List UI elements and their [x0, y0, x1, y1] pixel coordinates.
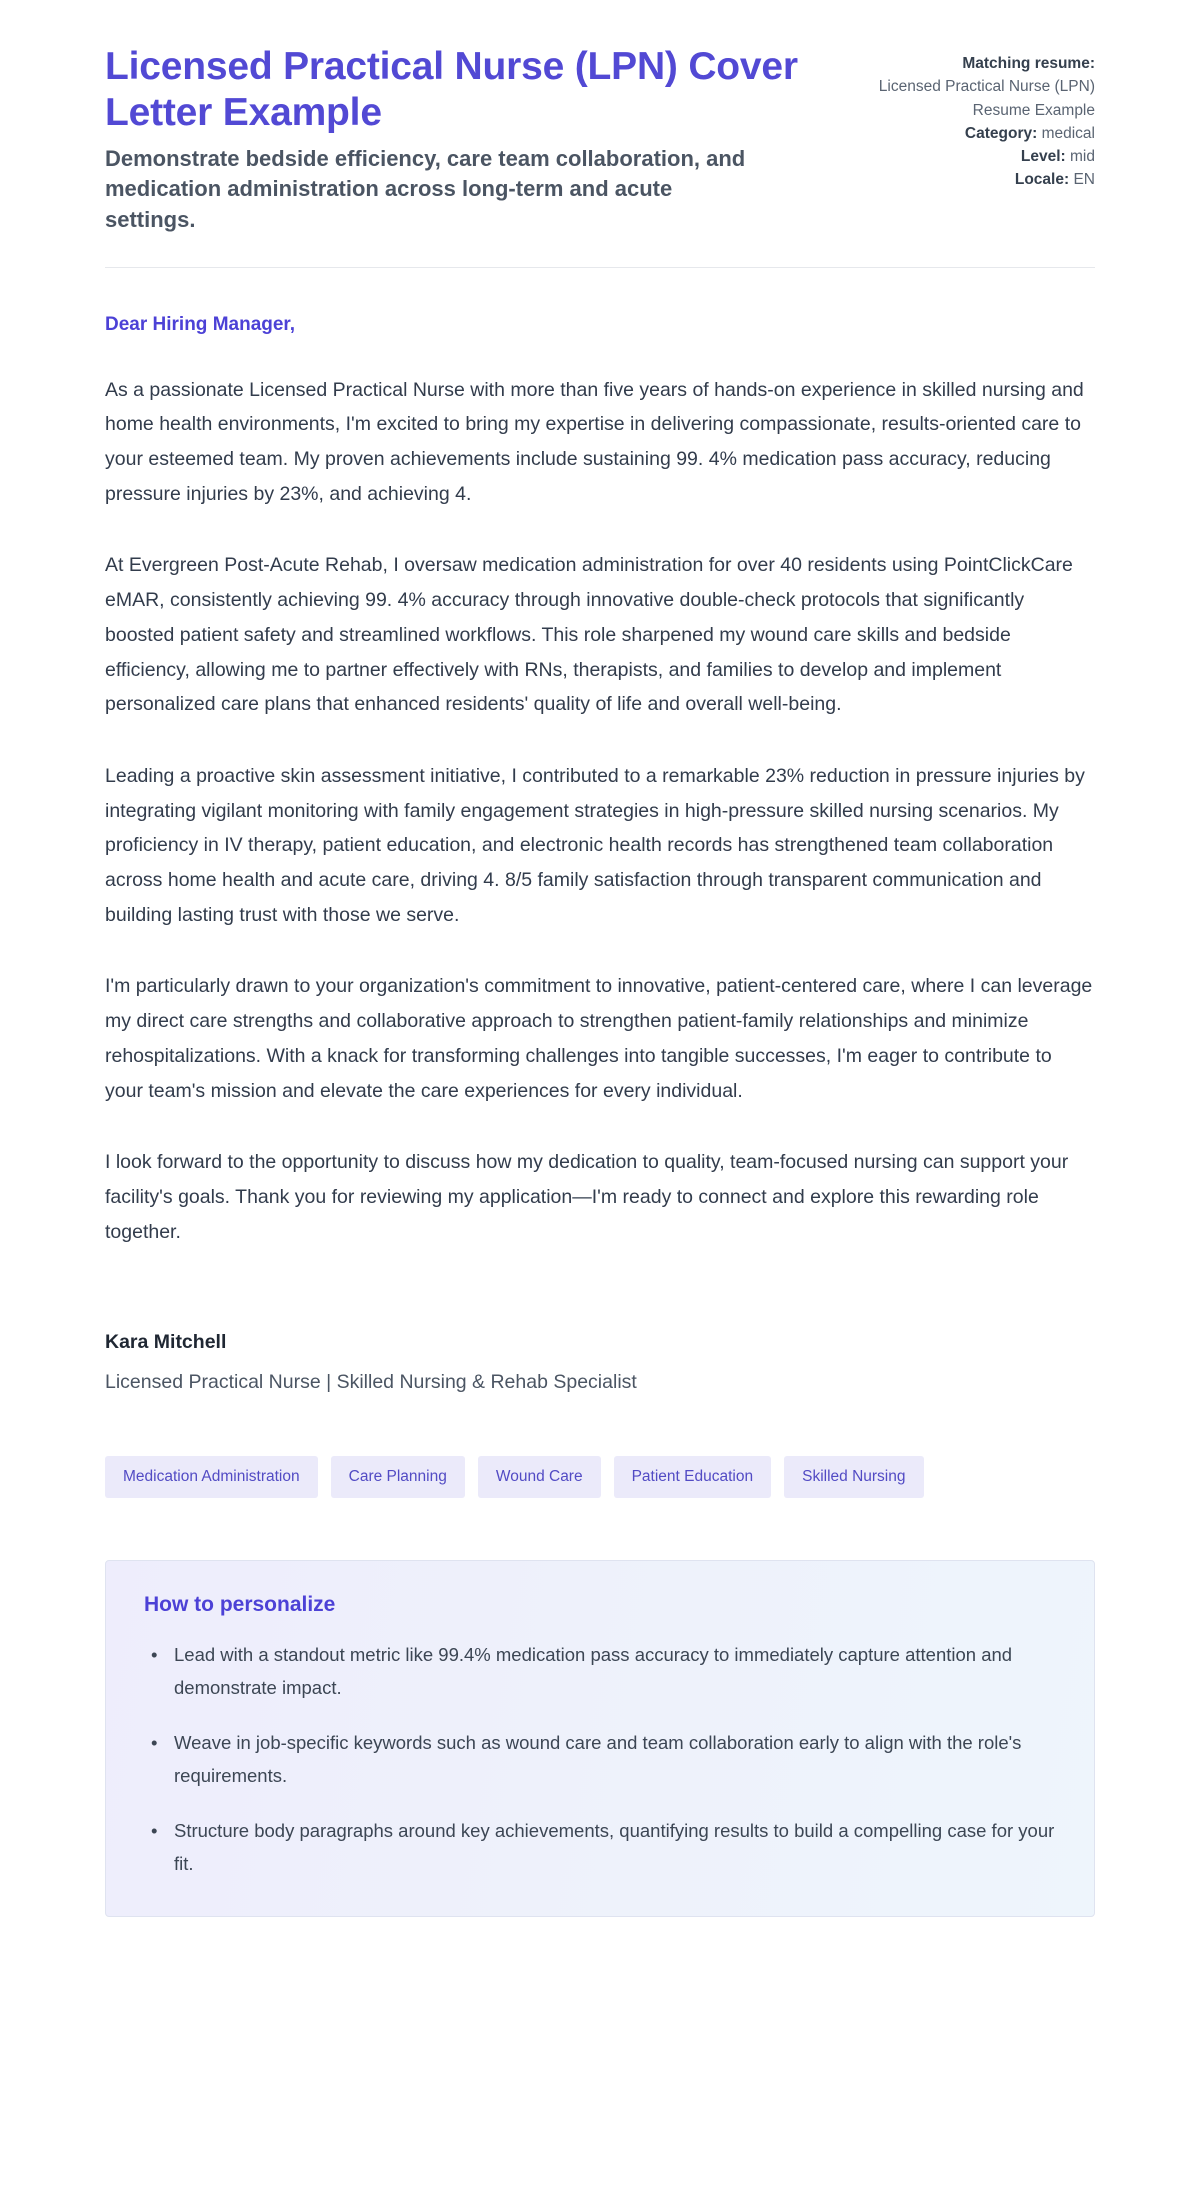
letter-paragraph: Leading a proactive skin assessment initiative, I contributed to a remarkable 23% reduction in pressure injuries by integrating vigilant monitoring with family engagement strategies in high-pressure skilled nursing scenarios. My proficiency in IV therapy, patient education, and electronic health records has strengthened team collaboration across home health and acute care, driving 4. 8/5 family satisfaction through transparent communication and building lasting trust with those we serve.: [105, 764, 1085, 926]
page-title: Licensed Practical Nurse (LPN) Cover Letter Example: [105, 45, 798, 134]
letter-paragraph: I look forward to the opportunity to discuss how my dedication to quality, team-focused nursing can support your facility's goals. Thank you for reviewing my application—I'm ready to connect and explore this rewarding role together.: [105, 1151, 1069, 1243]
signature-block: [105, 1331, 1095, 1394]
letter-body: [105, 314, 1095, 1395]
meta-row-locale: [870, 168, 1095, 191]
page-header: [105, 44, 1095, 235]
callout-tip-item: • Lead with a standout metric like 99.4% medication pass accuracy to immediately capture attention and demonstrate impact.: [170, 1639, 1056, 1705]
meta-label-level: Level:: [1020, 148, 1066, 165]
skill-tag-list: [105, 1456, 1095, 1498]
callout-tip-item: • Structure body paragraphs around key achievements, quantifying results to build a compelling case for your fit.: [170, 1815, 1056, 1881]
callout-title: How to personalize: [144, 1592, 336, 1616]
letter-paragraph: I'm particularly drawn to your organization's commitment to innovative, patient-centered care, where I can leverage my direct care strengths and collaborative approach to strengthen patient-family relationships and minimize rehospitalizations. With a knack for transforming challenges into tangible successes, I'm eager to contribute to your team's mission and elevate the care experiences for every individual.: [105, 975, 1093, 1102]
meta-label-locale: Locale:: [1014, 171, 1070, 189]
letter-paragraph: As a passionate Licensed Practical Nurse with more than five years of hands-on experience in skilled nursing and home health environments, I'm excited to bring my expertise in delivering compassionate, results-oriented care to your esteemed team. My proven achievements include sustaining 99. 4% medication pass accuracy, reducing pressure injuries by 23%, and achieving 4.: [105, 378, 1084, 505]
meta-row-category: [870, 122, 1095, 145]
page-subtitle: Demonstrate bedside efficiency, care team collaboration, and medication administration across long-term and acute settings.: [105, 146, 746, 232]
meta-label-category: Category:: [964, 124, 1038, 142]
how-to-personalize-callout: [105, 1560, 1095, 1918]
header-divider: [105, 267, 1095, 268]
meta-value-level: mid: [1070, 148, 1095, 165]
meta-value-locale: EN: [1073, 171, 1095, 189]
letter-greeting: Dear Hiring Manager,: [105, 313, 296, 335]
meta-row-level: [870, 145, 1095, 168]
meta-row-matching-resume: [870, 52, 1095, 122]
signature-name: Kara Mitchell: [105, 1331, 227, 1354]
signature-role: Licensed Practical Nurse | Skilled Nursing & Rehab Specialist: [105, 1371, 637, 1394]
skill-tag[interactable]: Skilled Nursing: [784, 1456, 923, 1498]
header-title-group: [105, 44, 805, 235]
meta-value-category: medical: [1041, 124, 1095, 142]
callout-tip-item: • Weave in job-specific keywords such as wound care and team collaboration early to align with the role's requirements.: [170, 1727, 1056, 1793]
skill-tag[interactable]: Care Planning: [331, 1456, 465, 1498]
meta-label-matching-resume: Matching resume:: [962, 55, 1095, 72]
skill-tag[interactable]: Medication Administration: [105, 1456, 318, 1498]
meta-value-matching-resume: Licensed Practical Nurse (LPN) Resume Example: [878, 78, 1095, 119]
skill-tag[interactable]: Wound Care: [478, 1456, 601, 1498]
metadata-panel: [870, 44, 1095, 192]
letter-paragraph: At Evergreen Post-Acute Rehab, I oversaw medication administration for over 40 residents using PointClickCare eMAR, consistently achieving 99. 4% accuracy through innovative double-check protocols that significantly boosted patient safety and streamlined workflows. This role sharpened my wound care skills and bedside efficiency, allowing me to partner effectively with RNs, therapists, and families to develop and implement personalized care plans that enhanced residents' quality of life and overall well-being.: [105, 554, 1073, 716]
skill-tag[interactable]: Patient Education: [614, 1456, 772, 1498]
callout-tip-list: [144, 1639, 1056, 1881]
